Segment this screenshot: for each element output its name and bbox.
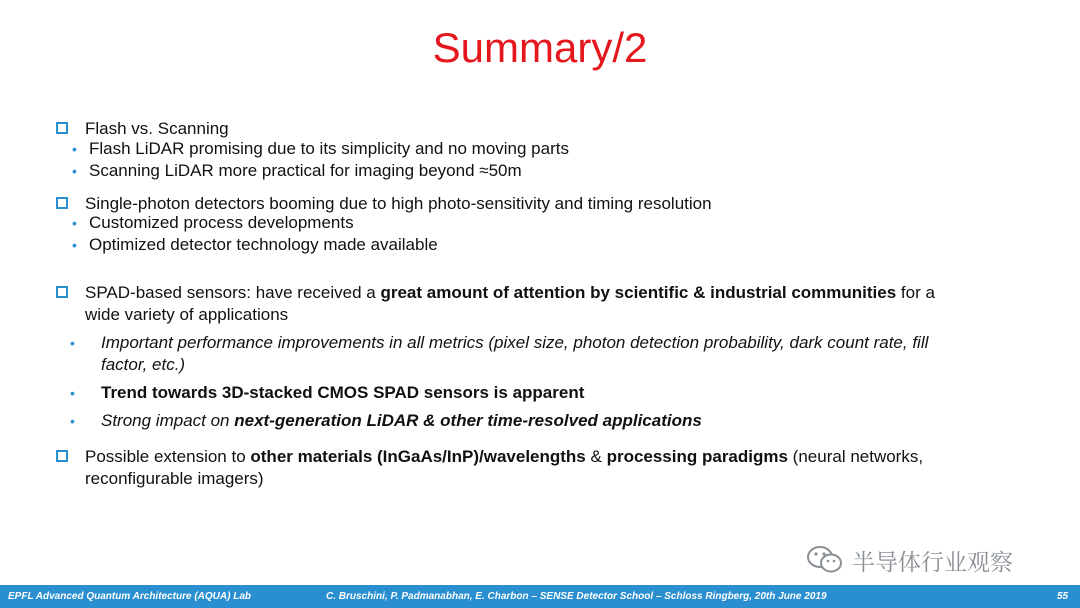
section-heading: Single-photon detectors booming due to high photo-sensitivity and timing resolution (85, 194, 712, 213)
checkbox-bullet-icon (56, 450, 68, 462)
bullet-text: Flash LiDAR promising due to its simplicity and no moving parts (89, 139, 569, 158)
dot-bullet-icon: • (72, 215, 77, 231)
checkbox-bullet-icon (56, 286, 68, 298)
bullet-text: Trend towards 3D-stacked CMOS SPAD sensors is apparent (101, 383, 585, 402)
dot-bullet-icon: • (72, 237, 77, 253)
slide-title: Summary/2 (432, 24, 648, 71)
section-heading: Possible extension to other materials (InGaAs/InP)/wavelengths & processing paradigms (neural networks, (85, 447, 924, 466)
section-heading-line2: reconfigurable imagers) (85, 469, 264, 488)
bullet-text: Strong impact on next-generation LiDAR & other time-resolved applications (101, 411, 702, 430)
dot-bullet-icon: • (70, 385, 75, 401)
watermark-text: 半导体行业观察 (852, 548, 1013, 575)
bullet-text-line2: factor, etc.) (101, 355, 186, 374)
watermark (806, 540, 1013, 580)
bullet-text: Important performance improvements in all metrics (pixel size, photon detection probability, dark count rate, fill (101, 333, 929, 352)
dot-bullet-icon: • (70, 413, 75, 429)
footer-lab: EPFL Advanced Quantum Architecture (AQUA) Lab (8, 591, 251, 602)
section-heading: Flash vs. Scanning (85, 119, 229, 138)
section-heading-line2: wide variety of applications (85, 305, 289, 324)
section-heading: SPAD-based sensors: have received a great amount of attention by scientific & industrial communities for a (85, 283, 935, 302)
footer-bar (0, 585, 1080, 608)
dot-bullet-icon: • (72, 141, 77, 157)
dot-bullet-icon: • (72, 163, 77, 179)
wechat-icon (806, 544, 844, 576)
dot-bullet-icon: • (70, 335, 75, 351)
bullet-text: Optimized detector technology made available (89, 235, 438, 254)
page-number: 55 (1057, 591, 1069, 602)
bullet-text: Scanning LiDAR more practical for imaging beyond ≈50m (89, 161, 522, 180)
bullet-text: Customized process developments (89, 213, 354, 232)
checkbox-bullet-icon (56, 197, 68, 209)
checkbox-bullet-icon (56, 122, 68, 134)
footer-credits: C. Bruschini, P. Padmanabhan, E. Charbon – SENSE Detector School – Schloss Ringberg, 20th June 2019 (326, 591, 827, 602)
